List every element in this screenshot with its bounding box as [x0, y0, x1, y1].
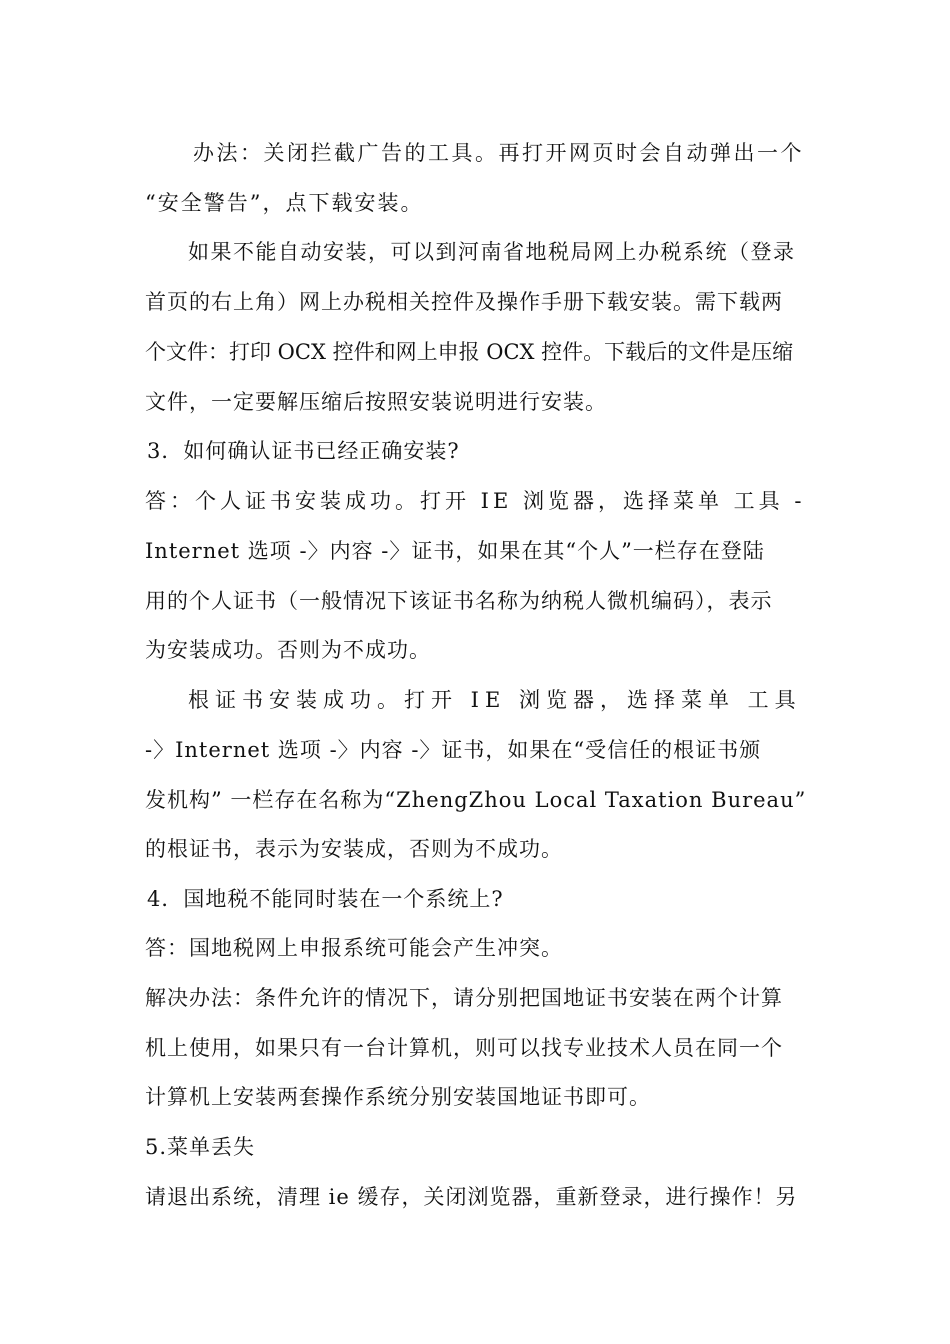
text-line-1: 办法：关闭拦截广告的工具。再打开网页时会自动弹出一个 [193, 141, 804, 165]
text-line-12: 根证书安装成功。打开 IE 浏览器，选择菜单 工具 [188, 688, 802, 712]
text-line-6: 文件，一定要解压缩后按照安装说明进行安装。 [145, 390, 607, 414]
heading-question-5: 5.菜单丢失 [145, 1135, 256, 1159]
text-line-10: 用的个人证书（一般情况下该证书名称为纳税人微机编码），表示 [145, 589, 773, 613]
text-line-9: Internet 选项 -〉内容 -〉证书，如果在其“个人”一栏存在登陆 [145, 539, 765, 563]
text-line-14: 发机构” 一栏存在名称为“ZhengZhou Local Taxation Bureau” [145, 788, 807, 812]
text-line-13: -〉Internet 选项 -〉内容 -〉证书，如果在“受信任的根证书颁 [145, 738, 762, 762]
text-line-5: 个文件：打印 OCX 控件和网上申报 OCX 控件。下载后的文件是压缩 [145, 340, 794, 364]
text-line-3: 如果不能自动安装，可以到河南省地税局网上办税系统（登录 [188, 240, 796, 264]
text-line-8: 答：个人证书安装成功。打开 IE 浏览器，选择菜单 工具 - [145, 489, 806, 513]
heading-question-3: 3．如何确认证书已经正确安装? [147, 439, 460, 463]
text-line-18: 解决办法：条件允许的情况下，请分别把国地证书安装在两个计算 [145, 986, 783, 1010]
text-line-15: 的根证书，表示为安装成，否则为不成功。 [145, 837, 563, 861]
heading-question-4: 4．国地税不能同时装在一个系统上? [147, 887, 504, 911]
text-line-20: 计算机上安装两套操作系统分别安装国地证书即可。 [145, 1085, 651, 1109]
text-line-2: “安全警告”，点下载安装。 [145, 191, 424, 215]
text-line-4: 首页的右上角）网上办税相关控件及操作手册下载安装。需下载两 [145, 290, 783, 314]
text-line-11: 为安装成功。否则为不成功。 [145, 638, 431, 662]
text-line-17: 答：国地税网上申报系统可能会产生冲突。 [145, 936, 563, 960]
text-line-22: 请退出系统，清理 ie 缓存，关闭浏览器，重新登录，进行操作！另 [145, 1185, 798, 1209]
text-line-19: 机上使用，如果只有一台计算机，则可以找专业技术人员在同一个 [145, 1036, 783, 1060]
